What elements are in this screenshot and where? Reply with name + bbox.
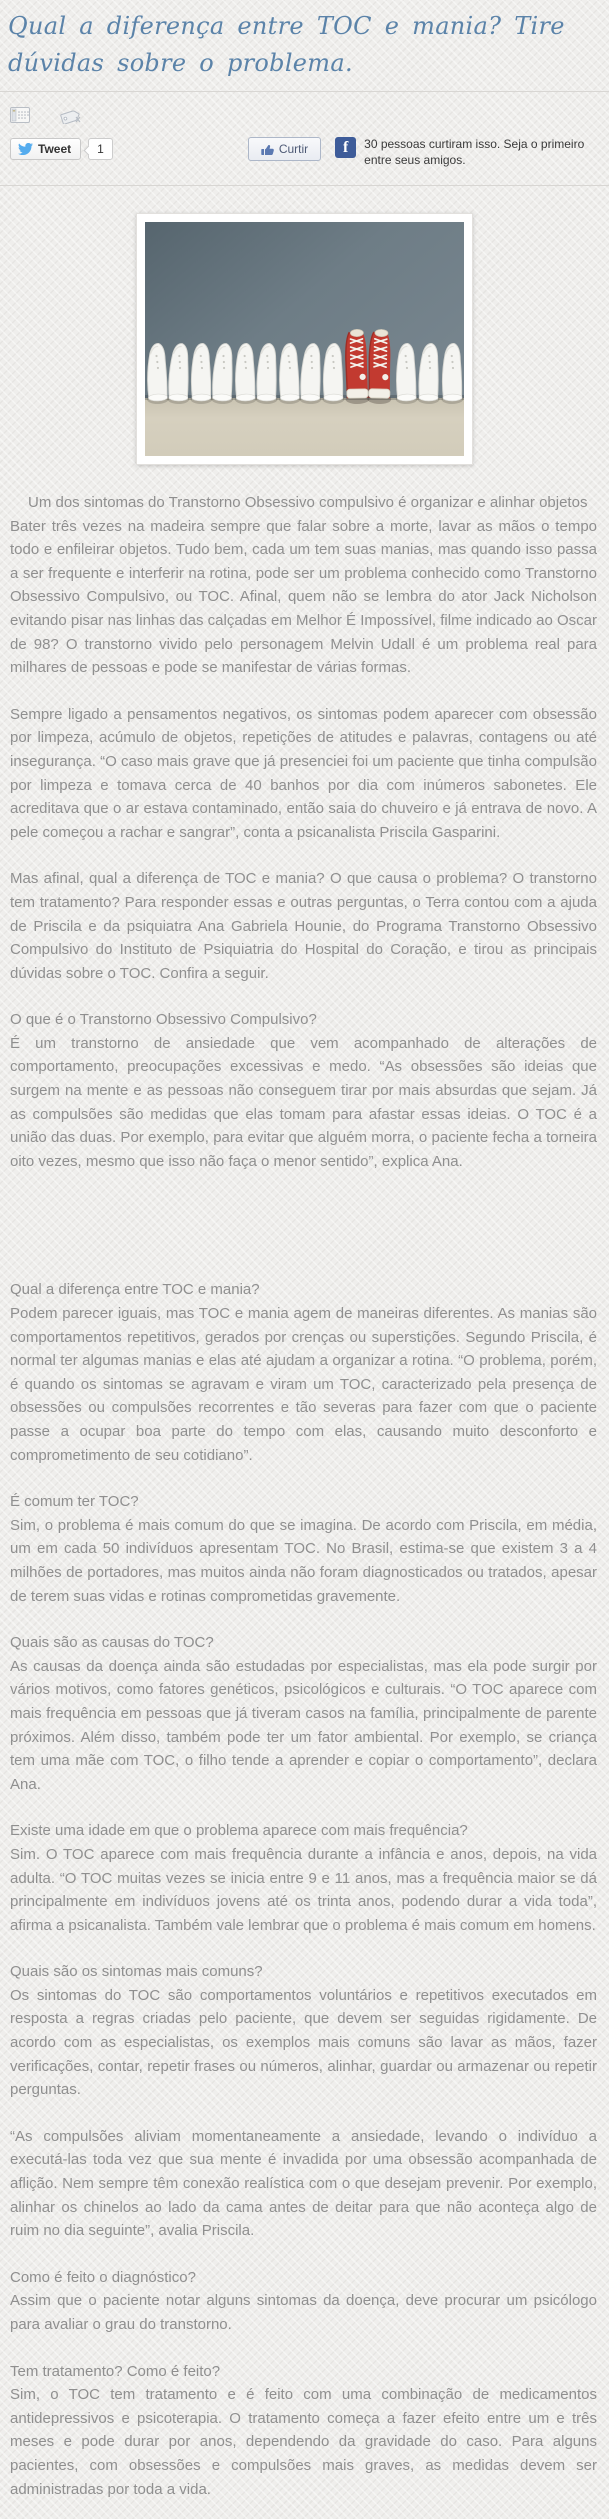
article-body [0,491,609,2501]
image-caption: Um dos sintomas do Transtorno Obsessivo compulsivo é organizar e alinhar objetos [28,494,588,511]
tweet-button[interactable] [10,138,81,160]
question-heading: É comum ter TOC? [10,1493,139,1511]
question-heading: Quais são os sintomas mais comuns? [10,1963,263,1981]
question-heading: Existe uma idade em que o problema aparece com mais frequência? [10,1822,468,1840]
article-paragraph: Os sintomas do TOC são comportamentos voluntários e repetitivos executados em resposta a regras criadas pelo paciente, que devem ser seguidas rigidamente. De acordo com as especialistas, os exemplos mais comuns são lavar as mãos, fazer verificações, contar, repetir frases ou números, alinhar, guardar ou armazenar ou repetir perguntas. [10,1986,597,2099]
article-paragraph: Podem parecer iguais, mas TOC e mania agem de maneiras diferentes. As manias são comportamentos repetitivos, gerados por crenças ou superstições. Segundo Priscila, é normal ter algumas manias e elas até ajudam a organizar a rotina. “O problema, porém, é quando os sintomas se agravam e viram um TOC, caracterizado pela presença de obsessões ou compulsões recorrentes e tão severas para fazer com que o paciente passe a ocupar boa parte do tempo com elas, causando muito desconforto e comprometimento de seu cotidiano”. [10,1305,597,1464]
article-paragraph: Sim, o TOC tem tratamento e é feito com uma combinação de medicamentos antidepressivos e psicoterapia. O tratamento começa a fazer efeito entre um e três meses e pode durar por anos, dependendo da gravidade do caso. Para alguns pacientes, com obsessões e compulsões mais graves, as medidas devem ser administradas por toda a vida. [10,2386,597,2498]
tweet-count-badge[interactable]: 1 [88,138,113,160]
twitter-bird-icon [18,143,33,155]
question-heading: O que é o Transtorno Obsessivo Compulsivo? [10,1011,317,1029]
question-heading: Qual a diferença entre TOC e mania? [10,1281,260,1299]
article-paragraph: “As compulsões aliviam momentaneamente a ansiedade, levando o indivíduo a executá-las toda vez que sua mente é invadida por uma obsessão acompanhada de aflição. Nem sempre têm conexão realística com o que desejam prevenir. Por exemplo, alinhar os chinelos ao lado da cama antes de deitar para que não aconteça algo de ruim no dia seguinte”, avalia Priscila. [10,2127,597,2240]
divider [0,91,609,92]
divider [0,185,609,186]
shoes-photo [145,222,464,456]
article-paragraph: Assim que o paciente notar alguns sintomas da doença, deve procurar um psicólogo para avaliar o grau do transtorno. [10,2292,597,2333]
article-meta-bar [0,97,609,128]
facebook-like-widget [248,136,600,168]
facebook-logo-icon[interactable]: f [335,137,356,158]
article-paragraph: É um transtorno de ansiedade que vem acompanhado de alterações de comportamento, preocupações excessivas e medo. “As obsessões são ideias que surgem na mente e as pessoas não conseguem tirar por mais absurdas que sejam. Já as compulsões são medidas que elas tomam para afastar essas ideias. O TOC é a união das duas. Por exemplo, para evitar que alguém morra, o paciente fecha a torneira oito vezes, mesmo que isso não faça o menor sentido”, explica Ana. [10,1034,597,1170]
empty-ad-slot [10,1173,597,1255]
facebook-like-status: 30 pessoas curtiram isso. Seja o primeiro entre seus amigos. [364,137,585,167]
article-paragraph: As causas da doença ainda são estudadas por especialistas, mas ela pode surgir por vários motivos, como fatores genéticos, psicológicos e culturais. “O TOC aparece com mais frequência em pessoas que já tiveram casos na família, principalmente de parente próximos. Além disso, também pode ter um fator ambiental. Por exemplo, se criança tem uma mãe com TOC, o filho tende a aprender e copiar o comportamento”, declara Ana. [10,1657,597,1793]
tag-icon[interactable] [58,106,82,124]
article-image [136,213,473,465]
article-paragraph: Sempre ligado a pensamentos negativos, os sintomas podem aparecer com obsessão por limpeza, acúmulo de objetos, repetições de atitudes e palavras, contagens ou até insegurança. “O caso mais grave que já presenciei foi um paciente que tinha compulsão por limpeza e tomava cerca de 40 banhos por dia com inúmeros sabonetes. Ele acreditava que o ar estava contaminado, então saia do chuveiro e já entrava de novo. A pele começou a rachar e sangrar”, conta a psicanalista Priscila Gasparini. [10,705,597,841]
social-share-bar [0,128,609,180]
tweet-widget [10,138,113,160]
article-paragraph: Sim, o problema é mais comum do que se imagina. De acordo com Priscila, em média, um em cada 50 indivíduos apresentam TOC. No Brasil, estima-se que existem 3 a 4 milhões de portadores, mas muitos ainda não foram diagnosticados ou tratados, apesar de terem suas vidas e rotinas comprometidas gravemente. [10,1516,597,1605]
question-heading: Quais são as causas do TOC? [10,1634,214,1652]
article-paragraph: Sim. O TOC aparece com mais frequência durante a infância e anos, depois, na vida adulta. “O TOC muitas vezes se inicia entre 9 e 11 anos, mas a frequência maior se dá principalmente em indivíduos jovens até os trinta anos, podendo durar a vida toda”, afirma a psicanalista. Também vale lembrar que o problema é mais comum em homens. [10,1845,597,1934]
question-heading: Como é feito o diagnóstico? [10,2268,196,2286]
page-title: Qual a diferença entre TOC e mania? Tire dúvidas sobre o problema. [8,12,565,77]
facebook-like-button[interactable] [248,137,321,161]
question-heading: Tem tratamento? Como é feito? [10,2362,221,2380]
tweet-button-label: Tweet [38,142,72,156]
calendar-icon[interactable] [10,107,30,123]
facebook-like-label: Curtir [278,142,309,156]
article-paragraph: Bater três vezes na madeira sempre que falar sobre a morte, lavar as mãos o tempo todo e enfileirar objetos. Tudo bem, cada um tem suas manias, mas quando isso passa a ser frequente e interferir na rotina, pode ser um problema conhecido como Transtorno Obsessivo Compulsivo, ou TOC. Afinal, quem não se lembra do ator Jack Nicholson evitando pisar nas linhas das calçadas em Melhor É Impossível, filme indicado ao Oscar de 98? O transtorno vivido pelo personagem Melvin Udall é um problema real para milhares de pessoas e pode se manifestar de várias formas. [10,517,597,677]
thumb-up-icon [261,143,274,156]
article-paragraph: Mas afinal, qual a diferença de TOC e mania? O que causa o problema? O transtorno tem tratamento? Para responder essas e outras perguntas, o Terra contou com a ajuda de Priscila e da psiquiatra Ana Gabriela Hounie, do Programa Transtorno Obsessivo Compulsivo do Instituto de Psiquiatria do Hospital do Coração, e tirou as principais dúvidas sobre o TOC. Confira a seguir. [10,870,597,982]
